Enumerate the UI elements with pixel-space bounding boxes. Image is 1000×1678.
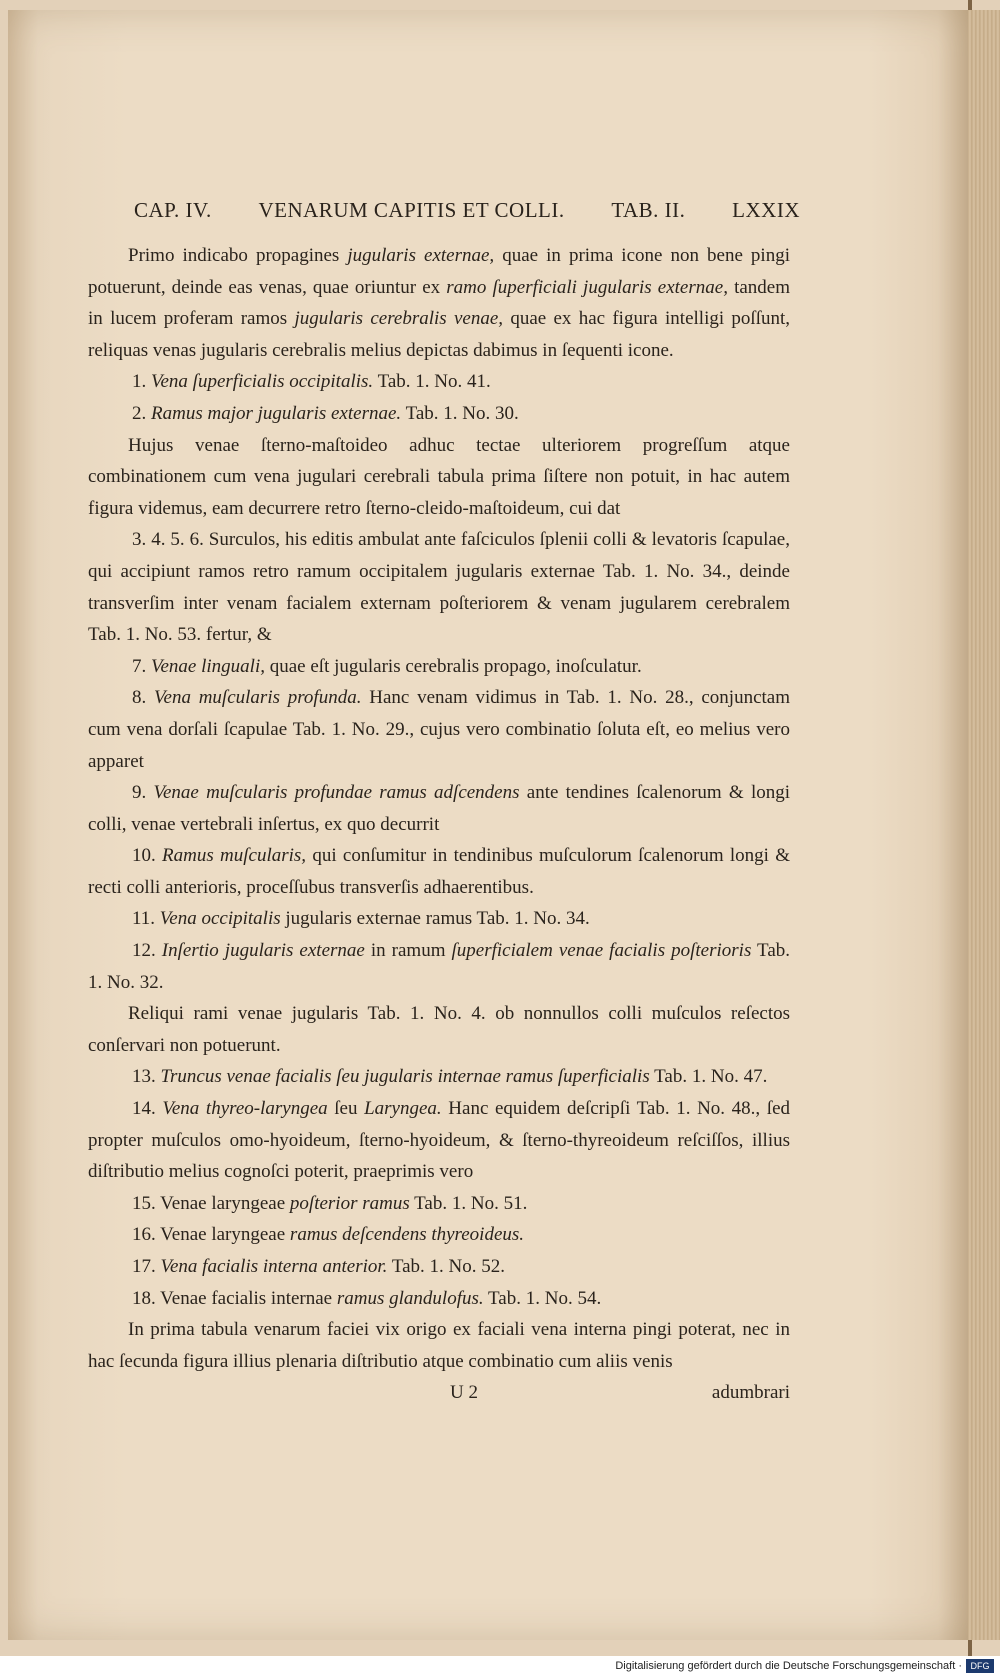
list-item <box>88 1188 790 1220</box>
page-number: LXXIX <box>732 198 800 222</box>
text-run: Tab. 1. No. 30. <box>401 402 519 424</box>
text-run: quae eſt jugularis cerebralis propago, inoſculatur. <box>264 655 642 677</box>
item-number: 14. <box>132 1098 156 1120</box>
list-item <box>88 1283 790 1315</box>
italic-run: jugularis externae, <box>347 245 495 266</box>
list-item: 3. 4. 5. 6. Surculos, his editis ambulat ante faſciculos ſplenii colli & levatoris ſcapulae, qui accipiunt ramos retro ramum occipitalem jugularis externae Tab. 1. No. 34., deinde transverſim inter venam facialem externam poſteriorem & venam jugularem cerebralem Tab. 1. No. 53. fertur, & <box>88 529 790 646</box>
text-run: Tab. 1. No. 51. <box>409 1192 528 1214</box>
text-run: quae in prima icone non bene pingi potuerunt, deinde eas venas, quae oriuntur ex <box>88 245 790 298</box>
text-run: quae ex hac figura intelligi poſſunt, reliquas venas jugularis cerebralis melius depictas dabimus in ſequenti icone. <box>88 308 790 361</box>
text-run: Venae facialis internae <box>155 1287 337 1309</box>
item-number: 15. <box>132 1192 156 1214</box>
paragraph: Reliqui rami venae jugularis Tab. 1. No. 4. ob nonnullos colli muſculos reſectos conſervari non potuerunt. <box>88 1003 790 1056</box>
item-number: 18. <box>132 1287 156 1309</box>
item-number: 10. <box>132 845 156 867</box>
paragraph <box>88 240 790 366</box>
text-run: in ramum <box>364 940 452 962</box>
italic-run: Ramus muſcularis, <box>162 845 307 867</box>
italic-run: ſuperficialem venae facialis poſterioris <box>451 940 752 962</box>
signature-mark: U 2 <box>450 1382 478 1403</box>
text-run: jugularis externae ramus Tab. 1. No. 34. <box>280 908 590 930</box>
list-item <box>88 1061 790 1093</box>
dfg-logo: DFG <box>966 1659 994 1673</box>
paragraph: Hujus venae ſterno-maſtoideo adhuc tectae ulteriorem progreſſum atque combinationem cum vena jugulari cerebrali tabula prima ſiſtere non potuit, in hac autem figura videmus, eam decurrere retro ſterno-cleido-maſtoideum, cui dat <box>88 434 790 519</box>
italic-run: jugularis cerebralis venae, <box>294 308 504 330</box>
item-number: 7. <box>132 655 147 677</box>
text-run: Tab. 1. No. 54. <box>483 1287 602 1309</box>
italic-run: Vena ſuperficialis occipitalis. <box>151 371 374 393</box>
text-run: tandem in lucem proferam ramos <box>88 276 790 330</box>
text-run: Venae laryngeae <box>155 1224 290 1246</box>
text-run: Primo indicabo propagines <box>128 245 348 266</box>
italic-run: Inſertio jugularis externae <box>161 940 365 962</box>
italic-run: Venae muſcularis profundae ramus adſcendens <box>153 782 520 804</box>
item-number: 13. <box>132 1066 156 1088</box>
running-header <box>134 198 800 223</box>
item-number: 17. <box>132 1256 156 1277</box>
item-number: 16. <box>132 1224 156 1246</box>
italic-run: Truncus venae facialis ſeu jugularis internae ramus ſuperficialis <box>160 1066 650 1088</box>
italic-run: poſterior ramus <box>289 1192 410 1214</box>
text-run: Hanc equidem deſcripſi Tab. 1. No. 48., ſed propter muſculos omo-hyoideum, ſterno-hyoideum, & ſterno-thyreoideum reſciſſos, illius diſtributio melius cognoſci poterit, praeprimis vero <box>88 1098 791 1183</box>
italic-run: ramus deſcendens thyreoideus. <box>289 1224 525 1246</box>
list-item <box>88 682 790 777</box>
italic-run: Vena muſcularis profunda. <box>154 687 362 709</box>
item-number: 1. <box>132 371 147 393</box>
italic-run: ramus glandulofus. <box>336 1287 484 1309</box>
text-run: Tab. 1. No. 52. <box>387 1256 506 1277</box>
list-item <box>88 903 790 935</box>
catchword: adumbrari <box>711 1382 790 1403</box>
table-label: TAB. II. <box>611 198 686 222</box>
list-item <box>88 1219 790 1251</box>
text-run: Tab. 1. No. 41. <box>373 371 491 393</box>
item-number: 9. <box>132 782 147 804</box>
footer-credit: Digitalisierung gefördert durch die Deutsche Forschungsgemeinschaft · <box>615 1660 962 1672</box>
list-item <box>88 651 790 683</box>
item-number: 11. <box>132 908 156 930</box>
list-item <box>88 840 790 903</box>
list-item <box>88 398 790 430</box>
page-edges <box>968 10 1000 1640</box>
list-item <box>88 1093 790 1188</box>
italic-run: Vena facialis interna anterior. <box>160 1256 388 1277</box>
italic-run: Laryngea. <box>364 1098 442 1120</box>
list-item <box>88 935 790 998</box>
italic-run: Vena occipitalis <box>159 908 281 930</box>
list-item <box>88 366 790 398</box>
item-number: 12. <box>132 940 156 962</box>
page-bottom <box>88 1382 790 1408</box>
italic-run: Vena thyreo-laryngea <box>162 1098 328 1120</box>
footer-bar <box>0 1656 1000 1678</box>
chapter-label: CAP. IV. <box>134 198 212 222</box>
list-item <box>88 1251 790 1283</box>
item-number: 2. <box>132 402 147 424</box>
body-text <box>88 240 790 1377</box>
text-run: Venae laryngeae <box>155 1192 290 1214</box>
paragraph: In prima tabula venarum faciei vix origo ex faciali vena interna pingi poterat, nec in hac ſecunda figura illius plenaria diſtributio atque combinatio cum aliis venis <box>88 1319 790 1372</box>
text-run: Tab. 1. No. 47. <box>649 1066 768 1088</box>
text-run: Hanc venam vidimus in Tab. 1. No. 28., conjunctam cum vena dorſali ſcapulae Tab. 1. No. 29., cujus vero combinatio ſoluta eſt, eo melius vero apparet <box>88 687 791 772</box>
text-run: ante tendines ſcalenorum & longi colli, venae vertebrali inſertus, ex quo decurrit <box>88 782 791 835</box>
list-item <box>88 777 790 840</box>
italic-run: Venae linguali, <box>151 655 265 677</box>
item-number: 8. <box>132 687 147 709</box>
section-title: VENARUM CAPITIS ET COLLI. <box>258 198 565 222</box>
italic-run: ramo ſuperficiali jugularis externae, <box>446 276 728 298</box>
text-run: qui conſumitur in tendinibus muſculorum ſcalenorum longi & recti colli anterioris, proceſſubus transverſis adhaerentibus. <box>88 845 791 898</box>
text-run: ſeu <box>327 1098 365 1120</box>
italic-run: Ramus major jugularis externae. <box>151 402 402 424</box>
text-run: Tab. 1. No. 32. <box>88 940 790 993</box>
